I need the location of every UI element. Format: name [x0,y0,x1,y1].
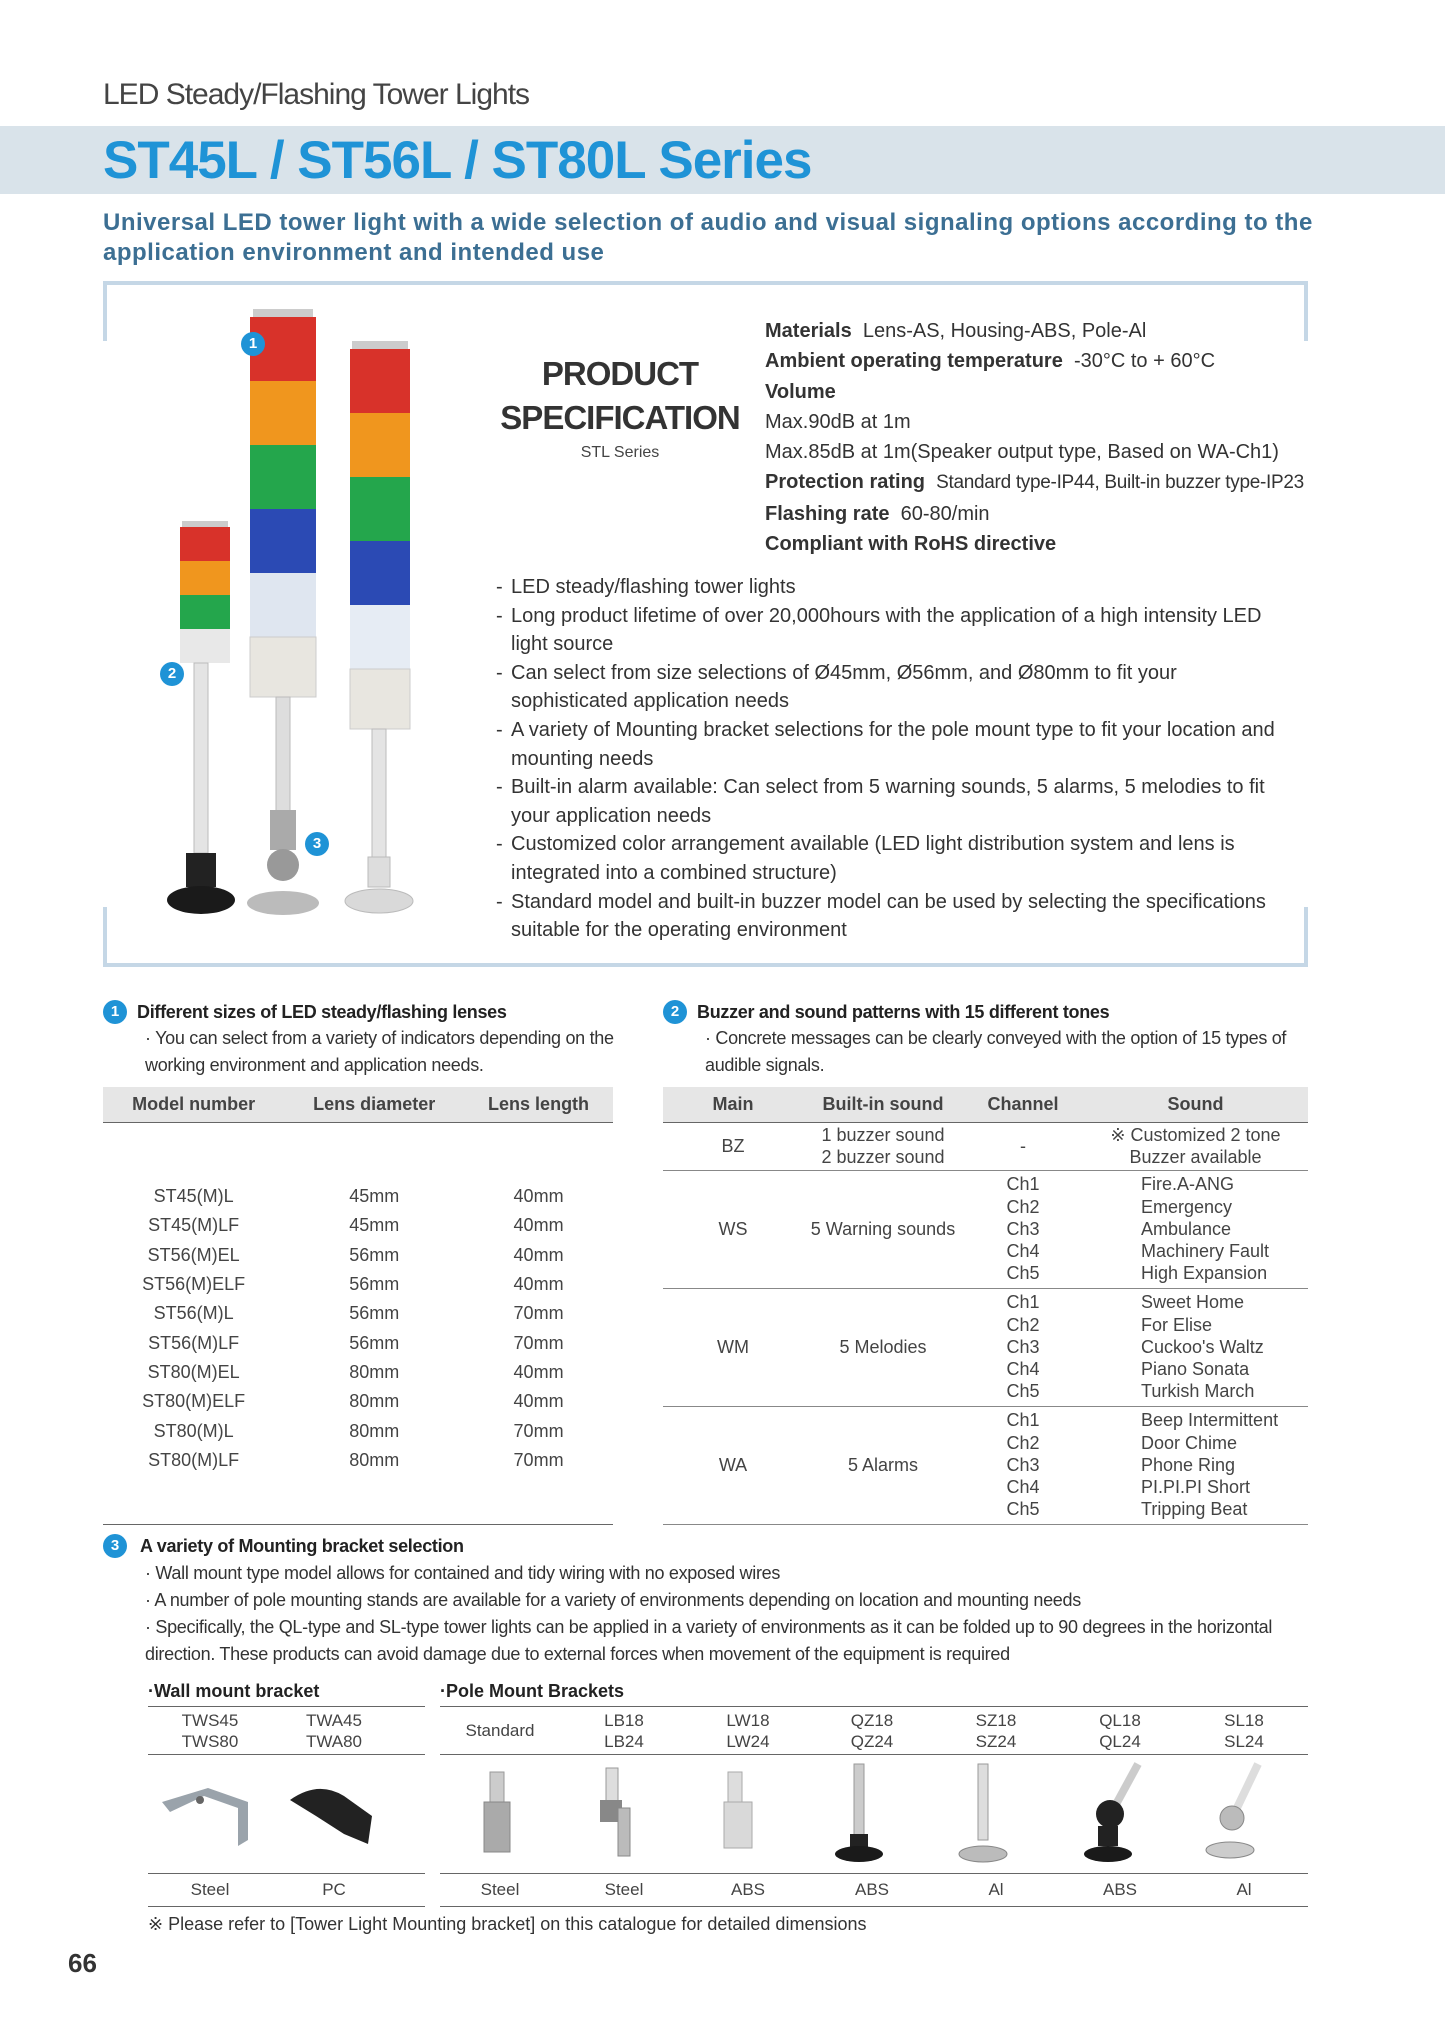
cell: 70mm [513,1332,564,1353]
bullet-text: · Wall mount type model allows for contained and tidy wiring with no exposed wires [145,1563,781,1583]
sound: Emergency [1141,1196,1233,1217]
lens-size-table [103,1087,613,1475]
col-header: Model number [103,1087,284,1122]
table-row [103,1299,613,1328]
bracket-twa-image [290,1789,372,1844]
col-header: Lens diameter [284,1087,464,1122]
wall-model [148,1710,272,1752]
material-label: ABS [1102,1880,1138,1899]
model-line: LW18 [726,1711,770,1730]
sound: Door Chime [1141,1432,1238,1453]
table-row [103,1211,613,1240]
frame-corner [103,907,107,967]
cell: 45mm [349,1186,400,1207]
series-label: STL Series [580,444,660,461]
cell [963,1170,1083,1288]
cell: ST45(M)L [153,1186,234,1207]
spec-value: Standard type-IP44, Built-in buzzer type-IP23 [936,472,1304,494]
channel: Ch4 [1006,1359,1040,1380]
model-line: TWA80 [305,1732,363,1751]
cell: WS [663,1170,803,1288]
frame-corner [103,281,107,341]
divider [148,1706,425,1707]
table-bottom-line [103,1524,613,1525]
bracket-sz-image [959,1764,1007,1862]
series-title: ST45L / ST56L / ST80L Series [103,131,812,190]
col-header: Lens length [464,1087,613,1122]
model-line: Standard [465,1721,535,1740]
cell: 45mm [349,1215,400,1236]
col-header: Sound [1083,1087,1308,1122]
cell: ST56(M)LF [148,1332,240,1353]
sound: PI.PI.PI Short [1141,1477,1251,1498]
model-line: SZ24 [975,1732,1017,1751]
divider [148,1873,425,1874]
table-row [103,1358,613,1387]
cell: ST80(M)LF [148,1449,240,1470]
sound: Sweet Home [1141,1292,1245,1313]
cell [963,1406,1083,1524]
model-line: LW24 [726,1732,770,1751]
cell: ST80(M)ELF [142,1391,246,1412]
frame-corner [1304,281,1308,341]
cell: 5 Melodies [803,1288,963,1406]
cell: ST80(M)L [153,1420,234,1441]
cell: ST80(M)EL [147,1361,240,1382]
section1-title: Different sizes of LED steady/flashing lenses [137,1002,507,1022]
bracket-lw-image [724,1772,752,1848]
cell: 56mm [349,1303,400,1324]
spec-value: -30°C to + 60°C [1073,350,1216,373]
spec-value: Max.85dB at 1m(Speaker output type, Based on WA-Ch1) [765,441,1279,464]
heading-line: SPECIFICATION [500,399,740,436]
cell: WA [663,1406,803,1524]
sound: Phone Ring [1141,1454,1236,1475]
cell: 56mm [349,1332,400,1353]
model-line: LB24 [604,1732,644,1751]
table-row [103,1241,613,1270]
bullet-text: · Specifically, the QL-type and SL-type tower lights can be applied in a variety of environments as it can be folded up to 90 degrees in the horizontal direction. These products can avoid damage due to external forces when movement of the equipment is required [145,1617,1273,1664]
cell: ST56(M)L [153,1303,234,1324]
model-line: QL24 [1099,1732,1141,1751]
col-header: Channel [963,1087,1083,1122]
feature-item: - Built-in alarm available: Can select from 5 warning sounds, 5 alarms, 5 melodies to fit your application needs [493,773,1283,830]
spec-value: 60-80/min [900,502,990,525]
pole-model [440,1720,560,1741]
material-label: Al [988,1880,1004,1899]
col-header: Built-in sound [803,1087,963,1122]
sound: For Elise [1141,1314,1213,1335]
bracket-images [148,1760,1308,1870]
section3-badge: 3 [103,1534,127,1558]
model-line: TWA45 [305,1711,363,1730]
spec-value: Lens-AS, Housing-ABS, Pole-Al [862,320,1147,342]
material-label: ABS [854,1880,890,1899]
cell: 80mm [349,1391,400,1412]
feature-list [493,573,1283,945]
cell-line: Buzzer available [1129,1147,1262,1167]
cell [1083,1170,1308,1288]
cell: 56mm [349,1274,400,1295]
spec-label: Protection rating [765,471,926,494]
cell: 5 Alarms [803,1406,963,1524]
cell [1083,1122,1308,1170]
pole-model [686,1710,810,1752]
sound-table [663,1087,1308,1525]
product-spec-heading [490,352,750,440]
material-label: Steel [480,1880,520,1899]
table-row [103,1387,613,1416]
model-line: TWS80 [181,1732,239,1751]
section2-title: Buzzer and sound patterns with 15 different tones [697,1002,1110,1022]
channel: Ch3 [1006,1454,1040,1475]
frame-corner [1304,907,1308,967]
section2-text: · Concrete messages can be clearly conveyed with the option of 15 types of audible signals. [705,1028,1287,1075]
cell: 40mm [513,1244,564,1265]
feature-item: - Customized color arrangement available (LED light distribution system and lens is integrated into a combined structure) [493,830,1283,887]
feature-item: - Long product lifetime of over 20,000hours with the application of a high intensity LED light source [493,602,1283,659]
sound: Beep Intermittent [1141,1410,1279,1431]
bracket-sl-image [1206,1764,1258,1858]
channel: Ch1 [1006,1174,1040,1195]
pole-model [562,1710,686,1752]
callout-1: 1 [241,332,265,356]
bracket-qz-image [835,1764,883,1862]
cell: ST45(M)LF [148,1215,240,1236]
pole-model [1182,1710,1306,1752]
table-row [663,1406,1308,1524]
model-line: LB18 [604,1711,644,1730]
table-row [663,1170,1308,1288]
cell: ST56(M)ELF [142,1274,246,1295]
tower-lights-image [150,295,440,925]
divider [440,1754,1308,1755]
model-line: QZ24 [850,1732,894,1751]
cell [963,1288,1083,1406]
wall-mount-heading: ·Wall mount bracket [148,1681,320,1701]
table-row [103,1446,613,1475]
frame-line [103,281,1308,285]
cell: 40mm [513,1186,564,1207]
model-line: SL18 [1224,1711,1264,1730]
cell: 80mm [349,1449,400,1470]
sound: Turkish March [1141,1381,1255,1402]
table-row [103,1416,613,1445]
cell [803,1122,963,1170]
category-title: LED Steady/Flashing Tower Lights [103,78,530,111]
table-row [663,1288,1308,1406]
cell-line: 1 buzzer sound [821,1124,945,1145]
cell [1083,1406,1308,1524]
callout-2: 2 [160,662,184,686]
model-line: TWS45 [181,1711,239,1730]
cell: ST56(M)EL [147,1244,240,1265]
divider [148,1754,425,1755]
model-line: SL24 [1224,1732,1264,1751]
cell: 40mm [513,1391,564,1412]
rohs-label: Compliant with RoHS directive [765,533,1057,556]
tower-large [345,341,413,913]
table-row [103,1182,613,1211]
section3-title: A variety of Mounting bracket selection [140,1536,464,1556]
divider [440,1906,1308,1907]
footnote: ※ Please refer to [Tower Light Mounting bracket] on this catalogue for detailed dimensions [148,1914,867,1934]
sound: Fire.A-ANG [1141,1174,1235,1195]
sound: High Expansion [1141,1263,1268,1284]
material-label: Steel [190,1880,230,1899]
spec-label: Flashing rate [765,502,890,525]
bracket-standard-image [484,1772,510,1852]
feature-item: - Standard model and built-in buzzer model can be used by selecting the specifications suitable for the operating environment [493,888,1283,945]
section1-badge: 1 [103,1000,127,1024]
cell: BZ [663,1122,803,1170]
model-line: QL18 [1099,1711,1141,1730]
section1-text: · You can select from a variety of indicators depending on the working environment and application needs. [145,1028,614,1075]
bracket-tws-image [162,1788,248,1846]
channel: Ch5 [1006,1381,1040,1402]
section2-badge: 2 [663,1000,687,1024]
wall-model [272,1710,396,1752]
channel: Ch4 [1006,1241,1040,1262]
cell: 70mm [513,1449,564,1470]
channel: Ch1 [1006,1410,1040,1431]
spec-value: Max.90dB at 1m [765,410,911,433]
channel: Ch5 [1006,1499,1040,1520]
channel: Ch3 [1006,1218,1040,1239]
col-header: Main [663,1087,803,1122]
tower-medium [247,309,319,915]
cell: 5 Warning sounds [803,1170,963,1288]
spec-list [765,316,1304,559]
pole-model [810,1710,934,1752]
spec-label: Volume [765,380,836,403]
model-line: QZ18 [850,1711,894,1730]
divider [148,1906,425,1907]
frame-line [103,963,1308,967]
cell: 40mm [513,1274,564,1295]
sound: Tripping Beat [1141,1499,1248,1520]
cell: 80mm [349,1420,400,1441]
cell: - [963,1122,1083,1170]
cell [1083,1288,1308,1406]
pole-model [934,1710,1058,1752]
sound: Cuckoo's Waltz [1141,1336,1264,1357]
sound: Piano Sonata [1141,1359,1250,1380]
channel: Ch2 [1006,1432,1040,1453]
channel: Ch5 [1006,1263,1040,1284]
table-row [663,1122,1308,1170]
table-row [103,1270,613,1299]
page-number: 66 [68,1948,97,1978]
cell: 40mm [513,1215,564,1236]
bullet-text: · A number of pole mounting stands are available for a variety of environments depending on location and mounting needs [145,1590,1081,1610]
pole-model [1058,1710,1182,1752]
pole-mount-heading: ·Pole Mount Brackets [440,1681,625,1701]
material-label: Steel [604,1880,644,1899]
bracket-ql-image [1084,1764,1138,1862]
channel: Ch3 [1006,1336,1040,1357]
cell-line: ※ Customized 2 tone [1110,1124,1281,1145]
spec-label: Materials [765,320,852,342]
cell: 80mm [349,1361,400,1382]
feature-item: - LED steady/flashing tower lights [493,573,1283,602]
cell: 40mm [513,1361,564,1382]
bracket-lb-image [600,1768,630,1856]
cell: 56mm [349,1244,400,1265]
channel: Ch4 [1006,1477,1040,1498]
heading-line: PRODUCT [541,355,699,392]
intro-text: Universal LED tower light with a wide selection of audio and visual signaling options according to the application environment and intended use [103,209,1313,266]
divider [440,1706,1308,1707]
divider [440,1873,1308,1874]
tower-small [167,521,235,914]
material-label: Al [1236,1880,1252,1899]
material-label: PC [322,1880,346,1899]
callout-3: 3 [305,832,329,856]
channel: Ch1 [1006,1292,1040,1313]
channel: Ch2 [1006,1196,1040,1217]
sound: Machinery Fault [1141,1241,1270,1262]
cell: 70mm [513,1303,564,1324]
sound: Ambulance [1141,1218,1232,1239]
feature-item: - Can select from size selections of Ø45mm, Ø56mm, and Ø80mm to fit your sophisticated application needs [493,659,1283,716]
spec-label: Ambient operating temperature [765,350,1063,373]
model-line: SZ18 [975,1711,1017,1730]
material-label: ABS [730,1880,766,1899]
channel: Ch2 [1006,1314,1040,1335]
section3-bullets [145,1560,1310,1668]
cell-line: 2 buzzer sound [821,1147,945,1167]
cell: 70mm [513,1420,564,1441]
feature-item: - A variety of Mounting bracket selections for the pole mount type to fit your location and mounting needs [493,716,1283,773]
table-row [103,1328,613,1357]
cell: WM [663,1288,803,1406]
